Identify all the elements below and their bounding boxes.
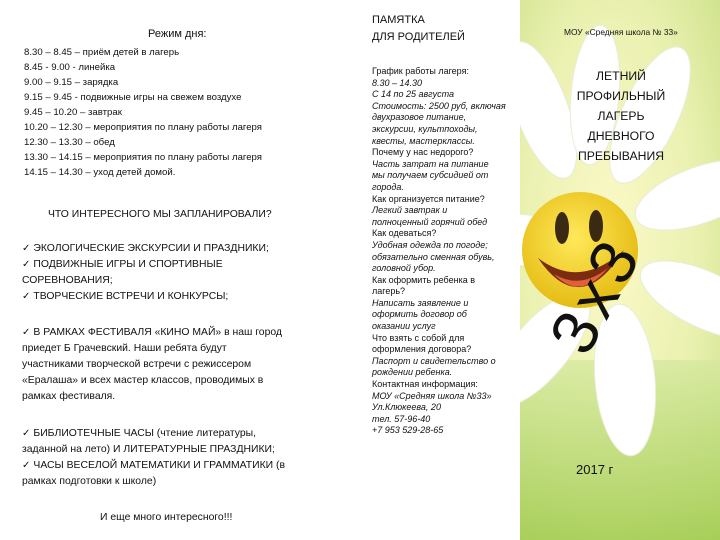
schedule-title: Режим дня: bbox=[148, 28, 207, 40]
schedule-item: 9.15 – 9.45 - подвижные игры на свежем воздухе bbox=[24, 92, 242, 103]
activities-block-1 bbox=[22, 241, 347, 305]
schedule-item: 8.45 - 9.00 - линейка bbox=[24, 62, 116, 73]
left-panel bbox=[0, 0, 352, 540]
festival-line: рамках фестиваля. bbox=[22, 391, 116, 402]
memo-title bbox=[372, 12, 465, 46]
contact-line: +7 953 529-28-65 bbox=[372, 425, 444, 436]
middle-panel bbox=[352, 0, 520, 540]
closing-text: И еще много интересного!!! bbox=[100, 512, 233, 523]
camp-title-line: ЛАГЕРЬ bbox=[597, 109, 645, 123]
festival-line: участниками творческой встречи с режиссером bbox=[22, 359, 252, 370]
schedule-item: 8.30 – 8.45 – приём детей в лагерь bbox=[24, 47, 180, 58]
memo-question: Как оформить ребенка в bbox=[372, 274, 475, 285]
memo-question: Как организуется питание? bbox=[372, 193, 485, 204]
memo-answer: города. bbox=[372, 181, 404, 192]
memo-answer: оказании услуг bbox=[372, 321, 436, 332]
memo-answer: обязательно сменная обувь, bbox=[372, 251, 495, 262]
memo-answer: рождении ребенка. bbox=[372, 367, 453, 378]
camp-title-line: ПРОФИЛЬНЫЙ bbox=[576, 89, 666, 103]
school-name: МОУ «Средняя школа № 33» bbox=[564, 27, 678, 37]
festival-line: В РАМКАХ ФЕСТИВАЛЯ «КИНО МАЙ» в наш город bbox=[33, 327, 282, 338]
checkmark-icon: ✓ bbox=[22, 243, 31, 254]
memo-question: Контактная информация: bbox=[372, 379, 478, 390]
memo-answer: Часть затрат на питание bbox=[372, 158, 489, 169]
year-label: 2017 г bbox=[576, 462, 614, 477]
memo-answer: полноценный горячий обед bbox=[372, 216, 488, 227]
activity-item: ПОДВИЖНЫЕ ИГРЫ И СПОРТИВНЫЕ bbox=[33, 259, 223, 270]
memo-question: Что взять с собой для bbox=[372, 332, 465, 343]
memo-answer: Легкий завтрак и bbox=[372, 205, 448, 216]
memo-question: Почему у нас недорого? bbox=[372, 147, 474, 158]
memo-answer: экскурсии, культпоходы, bbox=[372, 123, 478, 134]
memo-title-line: ДЛЯ РОДИТЕЛЕЙ bbox=[372, 31, 465, 43]
memo-answer: С 14 по 25 августа bbox=[372, 89, 455, 100]
schedule-item: 13.30 – 14.15 – мероприятия по плану работы лагеря bbox=[24, 152, 262, 163]
memo-answer: Паспорт и свидетельство о bbox=[372, 355, 496, 366]
schedule-list bbox=[24, 45, 262, 180]
activity-item-cont: заданной на лето) И ЛИТЕРАТУРНЫЕ ПРАЗДНИКИ; bbox=[22, 444, 275, 455]
activity-item-cont: СОРЕВНОВАНИЯ; bbox=[22, 275, 113, 286]
schedule-item: 14.15 – 14.30 – уход детей домой. bbox=[24, 167, 176, 178]
memo-answer: двухразовое питание, bbox=[372, 112, 467, 123]
activity-item: ТВОРЧЕСКИЕ ВСТРЕЧИ И КОНКУРСЫ; bbox=[33, 291, 229, 302]
right-panel bbox=[520, 0, 720, 540]
activity-item: ЧАСЫ ВЕСЕЛОЙ МАТЕМАТИКИ И ГРАММАТИКИ (в bbox=[33, 460, 285, 471]
memo-answer: головной убор. bbox=[372, 263, 436, 274]
schedule-item: 12.30 – 13.30 – обед bbox=[24, 137, 115, 148]
camp-title-line: ПРЕБЫВАНИЯ bbox=[577, 149, 665, 163]
activity-item: БИБЛИОТЕЧНЫЕ ЧАСЫ (чтение литературы, bbox=[33, 428, 257, 439]
contact-line: МОУ «Средняя школа №33» bbox=[372, 390, 492, 401]
schedule-item: 9.00 – 9.15 – зарядка bbox=[24, 77, 119, 88]
activities-block-3 bbox=[22, 426, 347, 490]
memo-question: лагерь? bbox=[372, 286, 406, 297]
memo-answer: оформить договор об bbox=[372, 309, 467, 320]
planned-title: ЧТО ИНТЕРЕСНОГО МЫ ЗАПЛАНИРОВАЛИ? bbox=[48, 209, 272, 220]
memo-answer: Удобная одежда по погоде; bbox=[372, 239, 488, 250]
checkmark-icon: ✓ bbox=[22, 259, 31, 270]
memo-title-line: ПАМЯТКА bbox=[372, 14, 425, 26]
memo-question: График работы лагеря: bbox=[372, 66, 469, 76]
big-text-layer bbox=[520, 0, 720, 540]
contact-line: тел. 57-96-40 bbox=[372, 413, 431, 424]
schedule-item: 10.20 – 12.30 – мероприятия по плану работы лагеря bbox=[24, 122, 262, 133]
memo-answer: 8.30 – 14.30 bbox=[372, 77, 423, 88]
activity-item: ЭКОЛОГИЧЕСКИЕ ЭКСКУРСИИ И ПРАЗДНИКИ; bbox=[33, 243, 269, 254]
memo-answer: квесты, мастерклассы. bbox=[372, 135, 475, 146]
checkmark-icon: ✓ bbox=[22, 291, 31, 302]
camp-title-line: ДНЕВНОГО bbox=[587, 129, 655, 143]
checkmark-icon: ✓ bbox=[22, 428, 31, 439]
activities-block-2 bbox=[22, 325, 347, 405]
big-3x3-text: 3x3 bbox=[535, 224, 656, 366]
memo-question: Как одеваться? bbox=[372, 228, 437, 239]
memo-question: оформления договора? bbox=[372, 344, 472, 355]
checkmark-icon: ✓ bbox=[22, 327, 31, 338]
memo-body bbox=[372, 66, 518, 437]
festival-line: приедет Б Грачевский. Наши ребята будут bbox=[22, 343, 227, 354]
activity-item-cont: рамках подготовки к школе) bbox=[22, 476, 157, 487]
memo-answer: Стоимость: 2500 руб, включая bbox=[372, 100, 506, 111]
contact-line: Ул.Клюкеева, 20 bbox=[372, 402, 441, 413]
memo-answer: мы получаем субсидией от bbox=[372, 170, 489, 181]
memo-answer: Написать заявление и bbox=[372, 297, 469, 308]
checkmark-icon: ✓ bbox=[22, 460, 31, 471]
schedule-item: 9.45 – 10.20 – завтрак bbox=[24, 107, 122, 118]
festival-line: «Ералаша» и всех мастер классов, проводимых в bbox=[22, 375, 264, 386]
camp-title-line: ЛЕТНИЙ bbox=[596, 69, 646, 83]
